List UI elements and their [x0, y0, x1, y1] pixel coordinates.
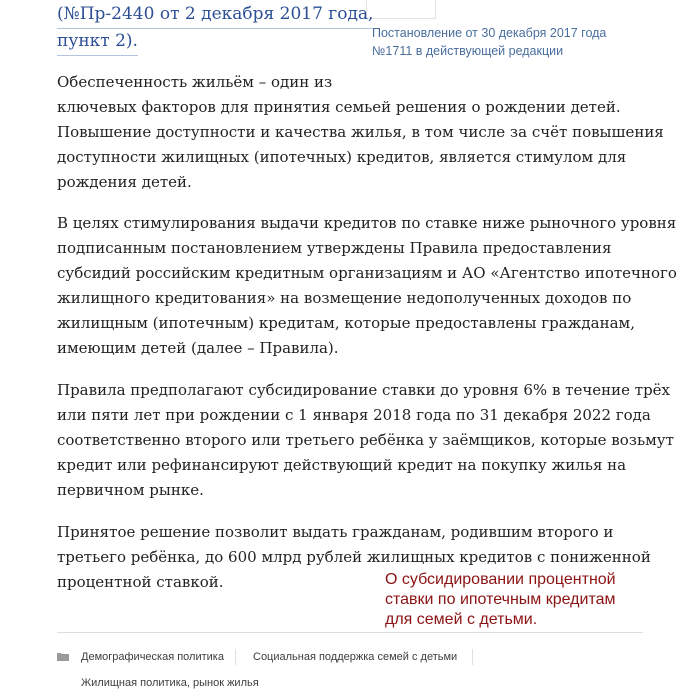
tags-divider: [57, 632, 643, 633]
text-line: жилищного кредитования» на возмещение недополученных доходов по: [57, 289, 632, 307]
text-line: подписанным постановлением утверждены Правила предоставления: [57, 239, 612, 257]
text-line: Повышение доступности и качества жилья, в том числе за счёт повышения: [57, 123, 664, 141]
text-line: имеющим детей (далее – Правила).: [57, 339, 339, 357]
text-line: или пяти лет при рождении с 1 января 2018 года по 31 декабря 2022 года: [57, 406, 651, 424]
text-line: ключевых факторов для принятия семьей решения о рождении детей.: [57, 98, 621, 116]
decree-reference-link-cont[interactable]: пункт 2).: [57, 28, 138, 56]
text-line: процентной ставкой.: [57, 573, 224, 591]
text-line: Обеспеченность жильём – один из: [57, 73, 333, 91]
text-line: жилищным (ипотечным) кредитам, которые предоставлены гражданам,: [57, 314, 635, 332]
caption-line: ставки по ипотечным кредитам: [385, 591, 616, 608]
tag-separator: [235, 649, 236, 665]
text-line: Принятое решение позволит выдать гражданам, родившим второго и: [57, 523, 614, 541]
paragraph-subsidy: [57, 378, 674, 503]
text-line: Правила предполагают субсидирование ставки до уровня 6% в течение трёх: [57, 381, 671, 399]
side-panel-frame: [366, 0, 436, 19]
document-title-caption: [385, 570, 616, 630]
text-line: кредит или рефинансируют действующий кредит на покупку жилья на: [57, 456, 627, 474]
caption-line: О субсидировании процентной: [385, 571, 616, 588]
text-line: доступности жилищных (ипотечных) кредитов, является стимулом для: [57, 148, 627, 166]
paragraph-housing: [57, 70, 664, 195]
related-decree-note[interactable]: [372, 24, 632, 60]
related-decree-line: №1711 в действующей редакции: [372, 44, 564, 58]
text-line: субсидий российским кредитным организациям и АО «Агентство ипотечного: [57, 264, 677, 282]
caption-line: для семей с детьми.: [385, 611, 538, 628]
tag-separator: [472, 649, 473, 665]
related-decree-line: Постановление от 30 декабря 2017 года: [372, 26, 607, 40]
decree-reference-link[interactable]: (№Пр-2440 от 2 декабря 2017 года,: [57, 1, 373, 29]
paragraph-rules: [57, 211, 677, 361]
tag-family-support[interactable]: Социальная поддержка семей с детьми: [253, 651, 458, 663]
text-line: соответственно второго или третьего ребёнка у заёмщиков, которые возьмут: [57, 431, 674, 449]
text-line: В целях стимулирования выдачи кредитов по ставке ниже рыночного уровня: [57, 214, 677, 232]
tag-demographic-policy[interactable]: Демографическая политика: [81, 651, 224, 663]
text-line: рождения детей.: [57, 173, 192, 191]
folder-icon: [57, 652, 69, 661]
tag-housing-policy[interactable]: Жилищная политика, рынок жилья: [81, 677, 259, 689]
text-line: третьего ребёнка, до 600 млрд рублей жилищных кредитов с пониженной: [57, 548, 651, 566]
text-line: первичном рынке.: [57, 481, 204, 499]
